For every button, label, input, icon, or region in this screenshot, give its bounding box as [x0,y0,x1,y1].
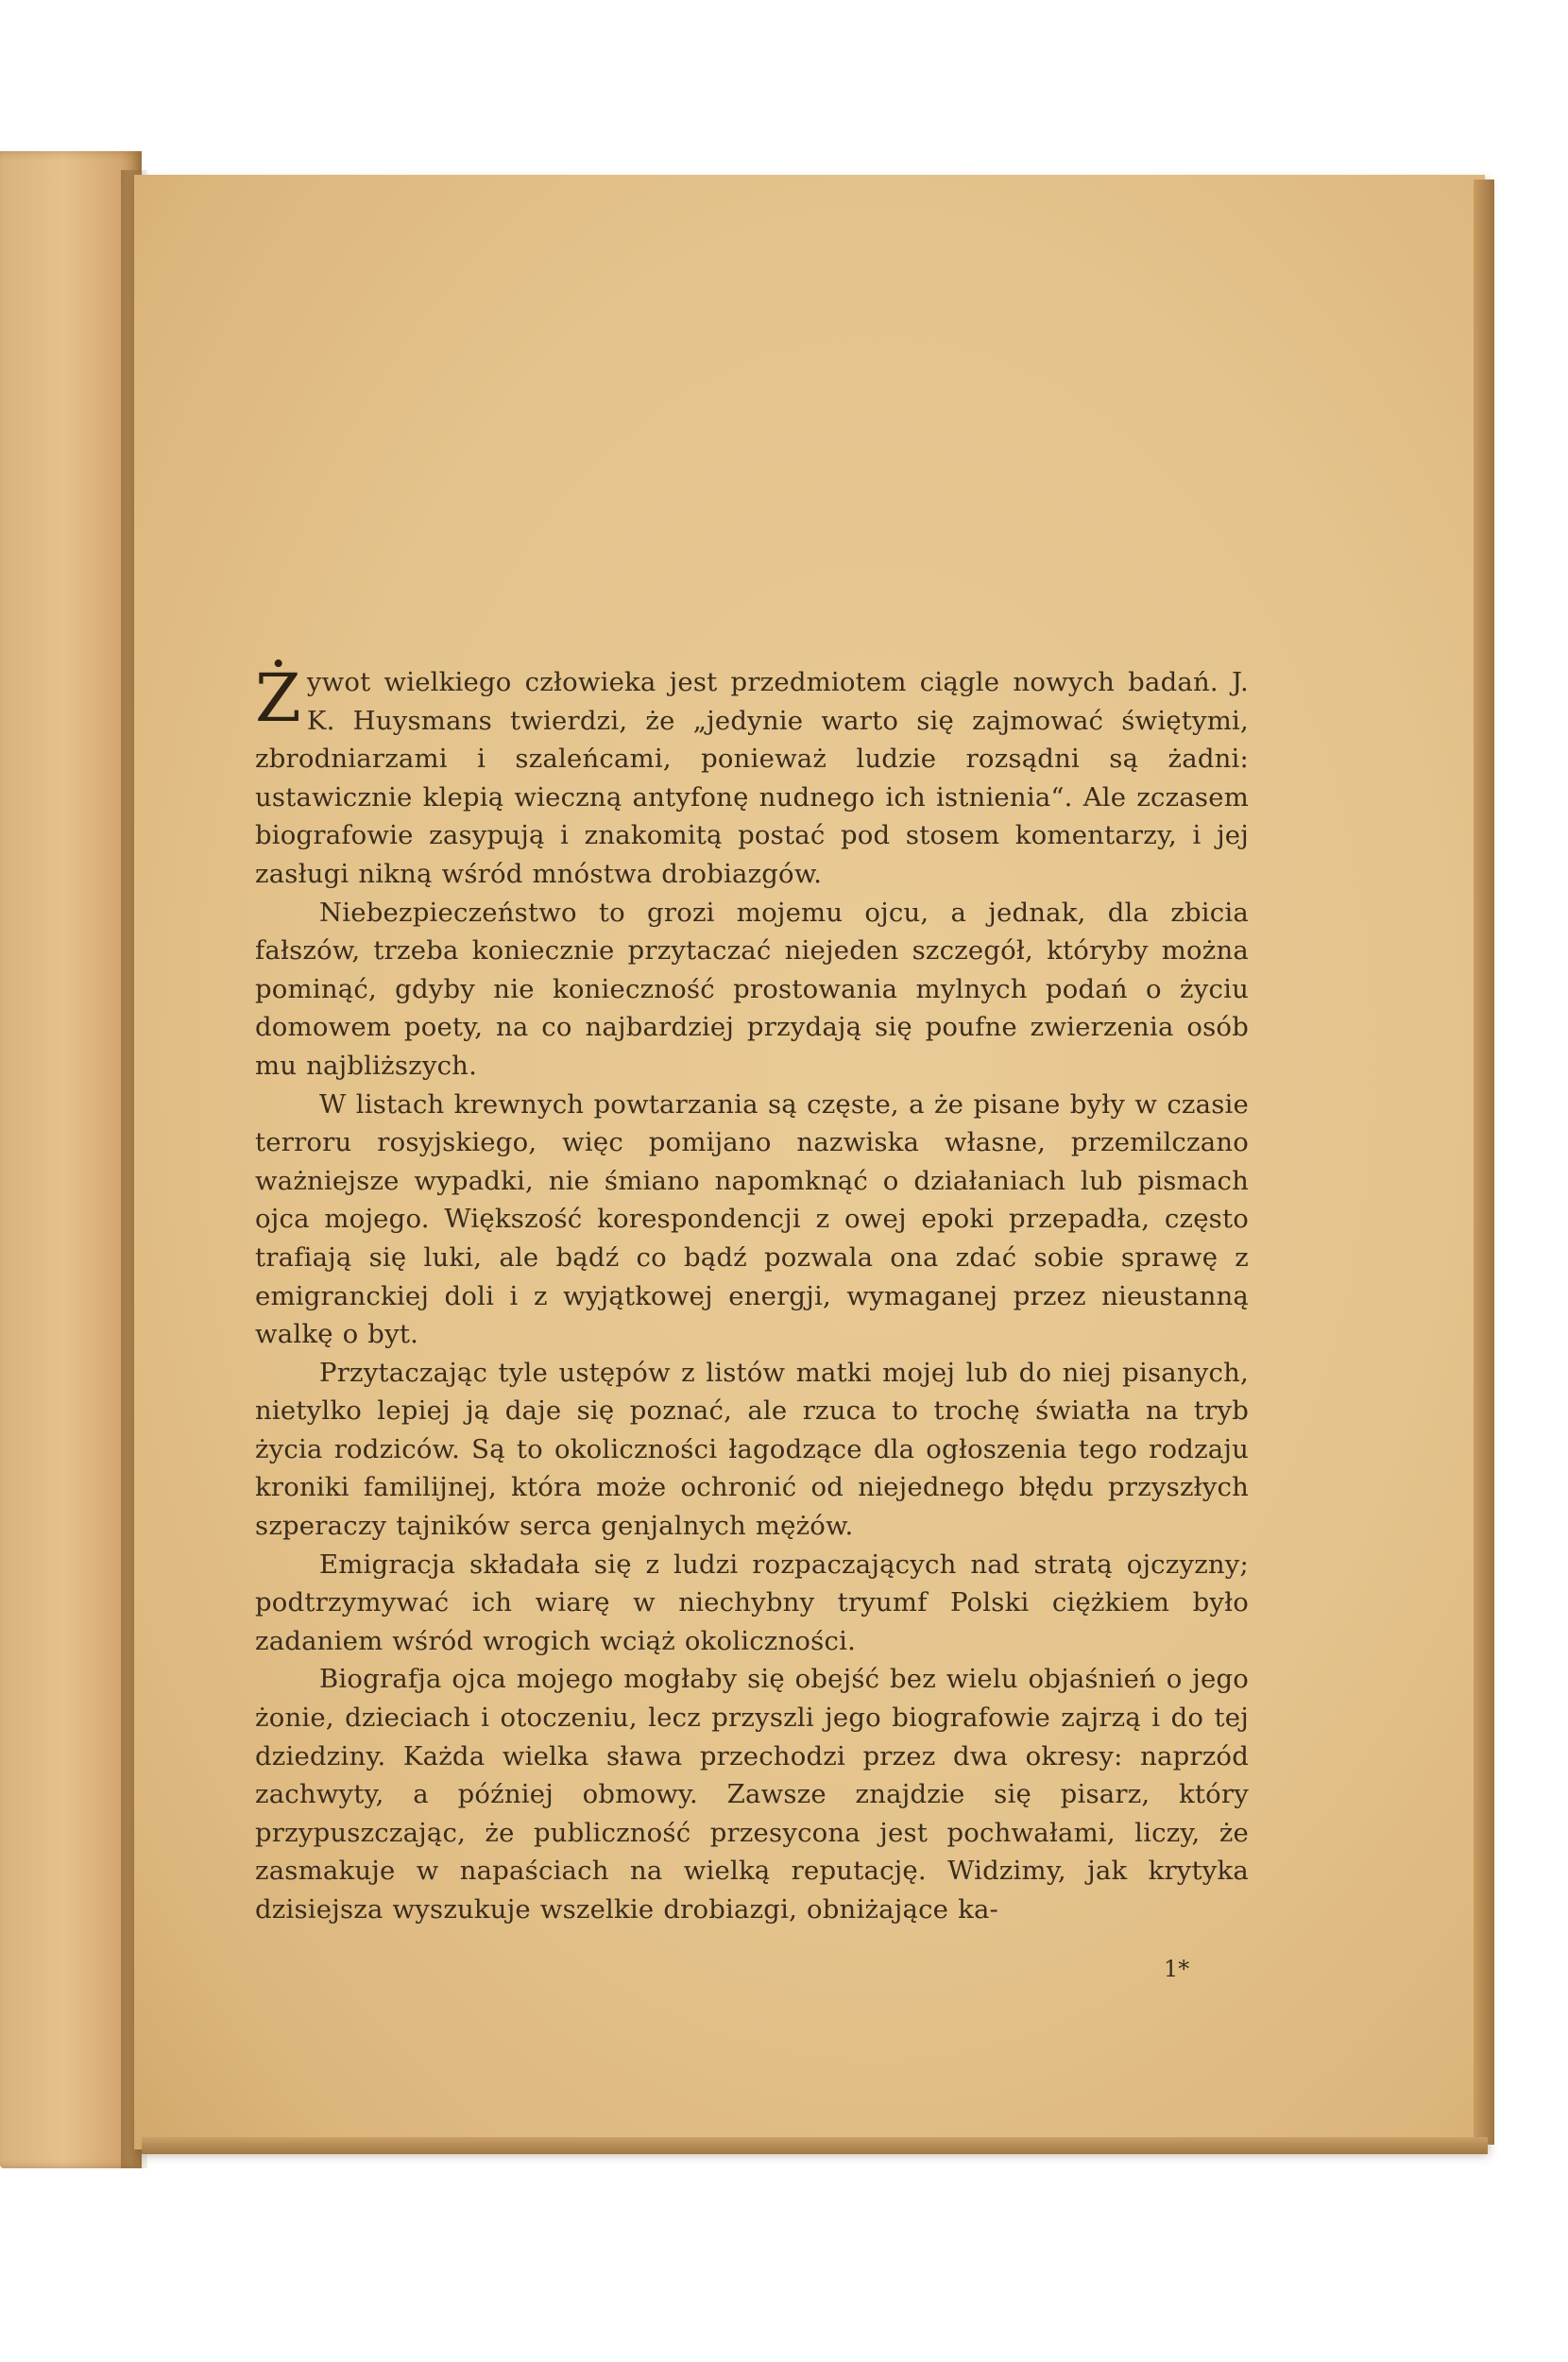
paragraph-4: Przytaczając tyle ustępów z listów matki mojej lub do niej pisanych, nietylko lepiej ją daje się poznać, ale rzuca to trochę światła na tryb życia rodziców. Są to okoliczności łagodzące dla ogłoszenia tego rodzaju kroniki familijnej, która może ochronić od niejednego błędu przyszłych szperaczy tajników serca genjalnych mężów. [255,1357,1249,1542]
paragraph-6: Biografja ojca mojego mogłaby się obejść bez wielu objaśnień o jego żonie, dzieciach i otoczeniu, lecz przyszli jego biografowie zajrzą i do tej dziedziny. Każda wielka sława przechodzi przez dwa okresy: naprzód zachwyty, a później obmowy. Zawsze znajdzie się pisarz, który przypuszczając, że publiczność przesycona jest pochwałami, liczy, że zasmakuje w napaściach na wielką reputację. Widzimy, jak krytyka dzisiejsza wyszukuje wszelkie drobiazgi, obniżające ka- [255,1664,1249,1925]
paragraph-1 [255,659,1249,894]
paragraph-1-text: ywot wielkiego człowieka jest przedmiotem ciągle nowych badań. J. K. Huysmans twierdzi, że „jedynie warto się zajmować świętymi, zbrodniarzami i szaleńcami, ponieważ ludzie rozsądni są żadni: ustawicznie klepią wieczną antyfonę nudnego ich istnienia“. Ale zczasem biografowie zasypują i znakomitą postać pod stosem komentarzy, i jej zasługi nikną wśród mnóstwa drobiazgów. [255,667,1249,889]
page-stack-bottom-edge [142,2137,1488,2154]
paragraph-5: Emigracja składała się z ludzi rozpaczających nad stratą ojczyzny; podtrzymywać ich wiarę w niechybny tryumf Polski ciężkiem było zadaniem wśród wrogich wciąż okoliczności. [255,1549,1249,1656]
body-text [255,659,1249,1929]
page-number: 1* [1164,1956,1190,1982]
paragraph-2: Niebezpieczeństwo to grozi mojemu ojcu, a jednak, dla zbicia fałszów, trzeba koniecznie przytaczać niejeden szczegół, któryby można pominąć, gdyby nie konieczność prostowania mylnych podań o życiu domowem poety, na co najbardziej przydają się poufne zwierzenia osób mu najbliższych. [255,897,1249,1081]
drop-cap: Ż [255,659,301,737]
paragraph-3: W listach krewnych powtarzania są częste, a że pisane były w czasie terroru rosyjskiego, więc pomijano nazwiska własne, przemilczano ważniejsze wypadki, nie śmiano napomknąć o działaniach lub pismach ojca mojego. Większość korespondencji z owej epoki przepadła, często trafiają się luki, ale bądź co bądź pozwala ona zdać sobie sprawę z emigranckiej doli i z wyjątkowej energji, wymaganej przez nieustanną walkę o byt. [255,1088,1249,1350]
page-stack-right-edge [1474,180,1494,2145]
